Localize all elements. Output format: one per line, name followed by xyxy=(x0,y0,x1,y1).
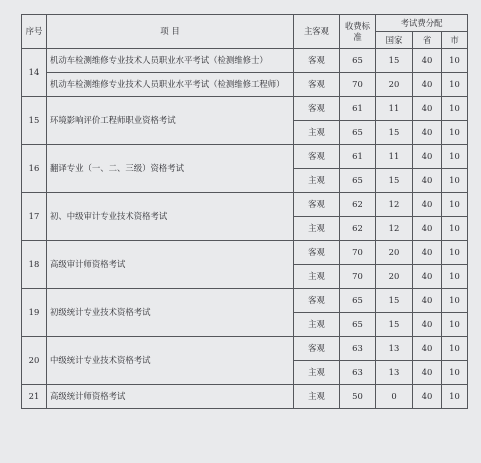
seq-cell: 21 xyxy=(22,385,47,409)
item-cell: 高级统计师资格考试 xyxy=(47,385,294,409)
item-cell: 翻译专业（一、二、三级）资格考试 xyxy=(47,145,294,193)
province-cell: 40 xyxy=(413,121,442,145)
table-row xyxy=(22,49,468,73)
national-cell: 15 xyxy=(376,289,413,313)
type-cell: 客观 xyxy=(294,241,340,265)
item-cell: 机动车检测维修专业技术人员职业水平考试（检测维修士） xyxy=(47,49,294,73)
city-cell: 10 xyxy=(442,193,468,217)
national-cell: 13 xyxy=(376,361,413,385)
type-cell: 客观 xyxy=(294,49,340,73)
table-row xyxy=(22,241,468,265)
type-cell: 主观 xyxy=(294,121,340,145)
fee-cell: 61 xyxy=(340,145,376,169)
fee-cell: 65 xyxy=(340,289,376,313)
item-cell: 初级统计专业技术资格考试 xyxy=(47,289,294,337)
fee-cell: 62 xyxy=(340,217,376,241)
national-cell: 12 xyxy=(376,193,413,217)
type-cell: 客观 xyxy=(294,289,340,313)
table-row xyxy=(22,73,468,97)
item-cell: 高级审计师资格考试 xyxy=(47,241,294,289)
seq-cell: 19 xyxy=(22,289,47,337)
national-cell: 15 xyxy=(376,121,413,145)
header-type: 主客观 xyxy=(294,15,340,49)
province-cell: 40 xyxy=(413,97,442,121)
province-cell: 40 xyxy=(413,265,442,289)
exam-fee-table xyxy=(21,14,468,409)
fee-cell: 63 xyxy=(340,337,376,361)
province-cell: 40 xyxy=(413,73,442,97)
type-cell: 客观 xyxy=(294,145,340,169)
city-cell: 10 xyxy=(442,97,468,121)
province-cell: 40 xyxy=(413,193,442,217)
fee-cell: 65 xyxy=(340,169,376,193)
city-cell: 10 xyxy=(442,121,468,145)
type-cell: 客观 xyxy=(294,337,340,361)
fee-cell: 63 xyxy=(340,361,376,385)
fee-cell: 61 xyxy=(340,97,376,121)
type-cell: 主观 xyxy=(294,169,340,193)
fee-cell: 65 xyxy=(340,121,376,145)
province-cell: 40 xyxy=(413,313,442,337)
type-cell: 主观 xyxy=(294,385,340,409)
header-seq: 序号 xyxy=(22,15,47,49)
table-row xyxy=(22,289,468,313)
province-cell: 40 xyxy=(413,337,442,361)
seq-cell: 16 xyxy=(22,145,47,193)
header-distribution: 考试费分配 xyxy=(376,15,468,32)
national-cell: 20 xyxy=(376,241,413,265)
city-cell: 10 xyxy=(442,169,468,193)
header-item: 项 目 xyxy=(47,15,294,49)
fee-cell: 70 xyxy=(340,73,376,97)
type-cell: 客观 xyxy=(294,193,340,217)
table-row xyxy=(22,145,468,169)
city-cell: 10 xyxy=(442,385,468,409)
item-cell: 初、中级审计专业技术资格考试 xyxy=(47,193,294,241)
item-cell: 机动车检测维修专业技术人员职业水平考试（检测维修工程师） xyxy=(47,73,294,97)
type-cell: 主观 xyxy=(294,313,340,337)
city-cell: 10 xyxy=(442,337,468,361)
header-city: 市 xyxy=(442,32,468,49)
table-row xyxy=(22,337,468,361)
type-cell: 主观 xyxy=(294,217,340,241)
seq-cell: 18 xyxy=(22,241,47,289)
table-row xyxy=(22,97,468,121)
national-cell: 15 xyxy=(376,313,413,337)
national-cell: 11 xyxy=(376,97,413,121)
seq-cell: 20 xyxy=(22,337,47,385)
province-cell: 40 xyxy=(413,361,442,385)
table-row xyxy=(22,193,468,217)
fee-cell: 50 xyxy=(340,385,376,409)
seq-cell: 14 xyxy=(22,49,47,97)
national-cell: 20 xyxy=(376,265,413,289)
national-cell: 15 xyxy=(376,169,413,193)
national-cell: 13 xyxy=(376,337,413,361)
province-cell: 40 xyxy=(413,169,442,193)
seq-cell: 17 xyxy=(22,193,47,241)
fee-cell: 65 xyxy=(340,49,376,73)
city-cell: 10 xyxy=(442,241,468,265)
province-cell: 40 xyxy=(413,241,442,265)
header-national: 国家 xyxy=(376,32,413,49)
province-cell: 40 xyxy=(413,145,442,169)
province-cell: 40 xyxy=(413,385,442,409)
fee-cell: 70 xyxy=(340,241,376,265)
province-cell: 40 xyxy=(413,49,442,73)
city-cell: 10 xyxy=(442,289,468,313)
city-cell: 10 xyxy=(442,145,468,169)
national-cell: 11 xyxy=(376,145,413,169)
header-province: 省 xyxy=(413,32,442,49)
header-fee: 收费标准 xyxy=(340,15,376,49)
city-cell: 10 xyxy=(442,265,468,289)
type-cell: 主观 xyxy=(294,265,340,289)
table-row xyxy=(22,385,468,409)
fee-cell: 65 xyxy=(340,313,376,337)
province-cell: 40 xyxy=(413,217,442,241)
item-cell: 中级统计专业技术资格考试 xyxy=(47,337,294,385)
national-cell: 20 xyxy=(376,73,413,97)
type-cell: 客观 xyxy=(294,97,340,121)
fee-cell: 70 xyxy=(340,265,376,289)
type-cell: 主观 xyxy=(294,361,340,385)
national-cell: 12 xyxy=(376,217,413,241)
city-cell: 10 xyxy=(442,49,468,73)
province-cell: 40 xyxy=(413,289,442,313)
national-cell: 15 xyxy=(376,49,413,73)
type-cell: 客观 xyxy=(294,73,340,97)
city-cell: 10 xyxy=(442,73,468,97)
city-cell: 10 xyxy=(442,313,468,337)
city-cell: 10 xyxy=(442,361,468,385)
fee-cell: 62 xyxy=(340,193,376,217)
seq-cell: 15 xyxy=(22,97,47,145)
national-cell: 0 xyxy=(376,385,413,409)
city-cell: 10 xyxy=(442,217,468,241)
item-cell: 环境影响评价工程师职业资格考试 xyxy=(47,97,294,145)
